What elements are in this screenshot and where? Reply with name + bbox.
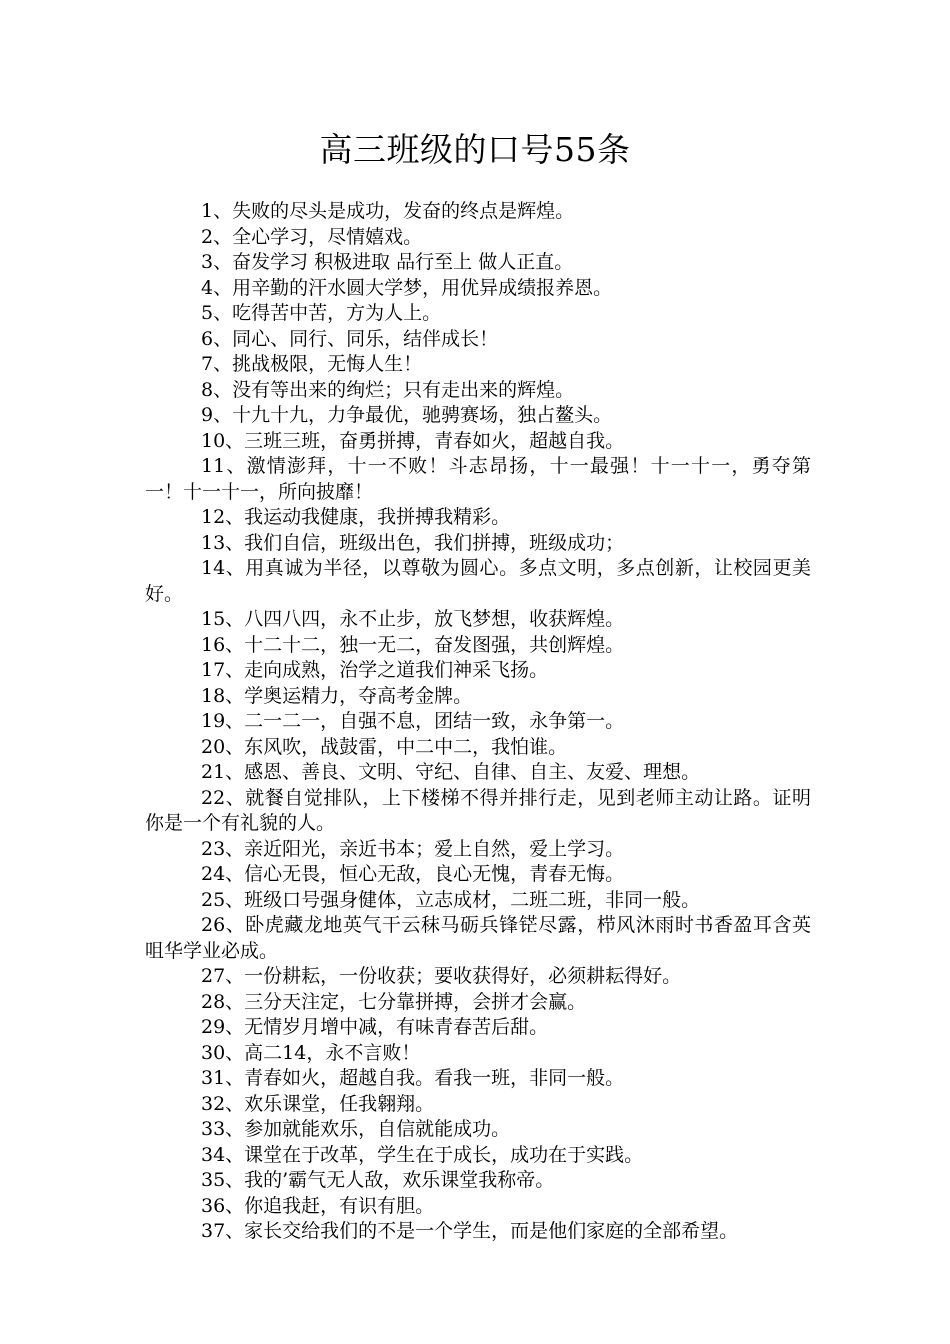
- list-item: 16、十二十二，独一无二，奋发图强，共创辉煌。: [201, 633, 625, 656]
- document-title: 高三班级的口号55条: [319, 130, 631, 169]
- list-item: 24、信心无畏，恒心无敌，良心无愧，青春无悔。: [201, 863, 625, 885]
- list-item: 5、吃得苦中苦，方为人上。: [201, 302, 442, 324]
- list-item: 36、你追我赶，有识有胆。: [201, 1194, 435, 1217]
- list-item: 27、一份耕耘，一份收获；要收获得好，必须耕耘得好。: [201, 965, 682, 987]
- list-item: 8、没有等出来的绚烂；只有走出来的辉煌。: [201, 378, 575, 401]
- list-item: 35、我的’霸气无人敌，欢乐课堂我称帝。: [201, 1169, 555, 1191]
- list-item: 1、失败的尽头是成功，发奋的终点是辉煌。: [201, 200, 575, 222]
- list-item: 25、班级口号强身健体，立志成材，二班二班，非同一般。: [201, 888, 701, 911]
- list-item: 7、挑战极限，无悔人生！: [201, 353, 423, 375]
- list-item: 21、感恩、善良、文明、守纪、自律、自主、友爱、理想。: [201, 761, 701, 783]
- list-item: 3、奋发学习 积极进取 品行至上 做人正直。: [201, 251, 574, 273]
- list-item: 28、三分天注定，七分靠拼搏，会拼才会赢。: [201, 990, 587, 1013]
- list-item: 13、我们自信，班级出色，我们拼搏，班级成功；: [201, 531, 625, 554]
- list-item: 9、十九十九，力争最优，驰骋赛场，独占鳌头。: [201, 404, 613, 426]
- list-item: 18、学奥运精力，夺高考金牌。: [201, 684, 473, 707]
- list-item: 10、三班三班，奋勇拼搏，青春如火，超越自我。: [201, 429, 625, 452]
- document-body: [145, 199, 811, 1245]
- list-item: 11、激情澎拜，十一不败！斗志昂扬，十一最强！十一十一，勇夺第一！十一十一，所向披靡！: [145, 455, 811, 503]
- list-item: 14、用真诚为半径，以尊敬为圆心。多点文明，多点创新，让校园更美好。: [145, 557, 811, 605]
- list-item: 17、走向成熟，治学之道我们神采飞扬。: [201, 659, 549, 681]
- list-item: 26、卧虎藏龙地英气干云秣马砺兵锋铓尽露，栉风沐雨时书香盈耳含英咀华学业必成。: [145, 914, 811, 962]
- list-item: 29、无情岁月增中减，有味青春苦后甜。: [201, 1016, 549, 1038]
- list-item: 23、亲近阳光，亲近书本；爱上自然，爱上学习。: [201, 837, 625, 860]
- list-item: 31、青春如火，超越自我。看我一班，非同一般。: [201, 1067, 625, 1089]
- list-item: 6、同心、同行、同乐，结伴成长！: [201, 327, 499, 350]
- list-item: 15、八四八四，永不止步，放飞梦想，收获辉煌。: [201, 608, 625, 630]
- list-item: 12、我运动我健康，我拼搏我精彩。: [201, 506, 511, 528]
- list-item: 37、家长交给我们的不是一个学生，而是他们家庭的全部希望。: [201, 1220, 739, 1242]
- list-item: 20、东风吹，战鼓雷，中二中二，我怕谁。: [201, 735, 568, 758]
- list-item: 19、二一二一，自强不息，团结一致，永争第一。: [201, 710, 625, 732]
- list-item: 30、高二14，永不言败！: [201, 1041, 421, 1064]
- list-item: 2、全心学习，尽情嬉戏。: [201, 225, 423, 248]
- list-item: 33、参加就能欢乐，自信就能成功。: [201, 1118, 511, 1140]
- list-item: 34、课堂在于改革，学生在于成长，成功在于实践。: [201, 1143, 644, 1166]
- list-item: 22、就餐自觉排队，上下楼梯不得并排行走，见到老师主动让路。证明你是一个有礼貌的人。: [145, 786, 811, 834]
- list-item: 4、用辛勤的汗水圆大学梦，用优异成绩报养恩。: [201, 276, 613, 299]
- list-item: 32、欢乐课堂，任我翱翔。: [201, 1092, 435, 1115]
